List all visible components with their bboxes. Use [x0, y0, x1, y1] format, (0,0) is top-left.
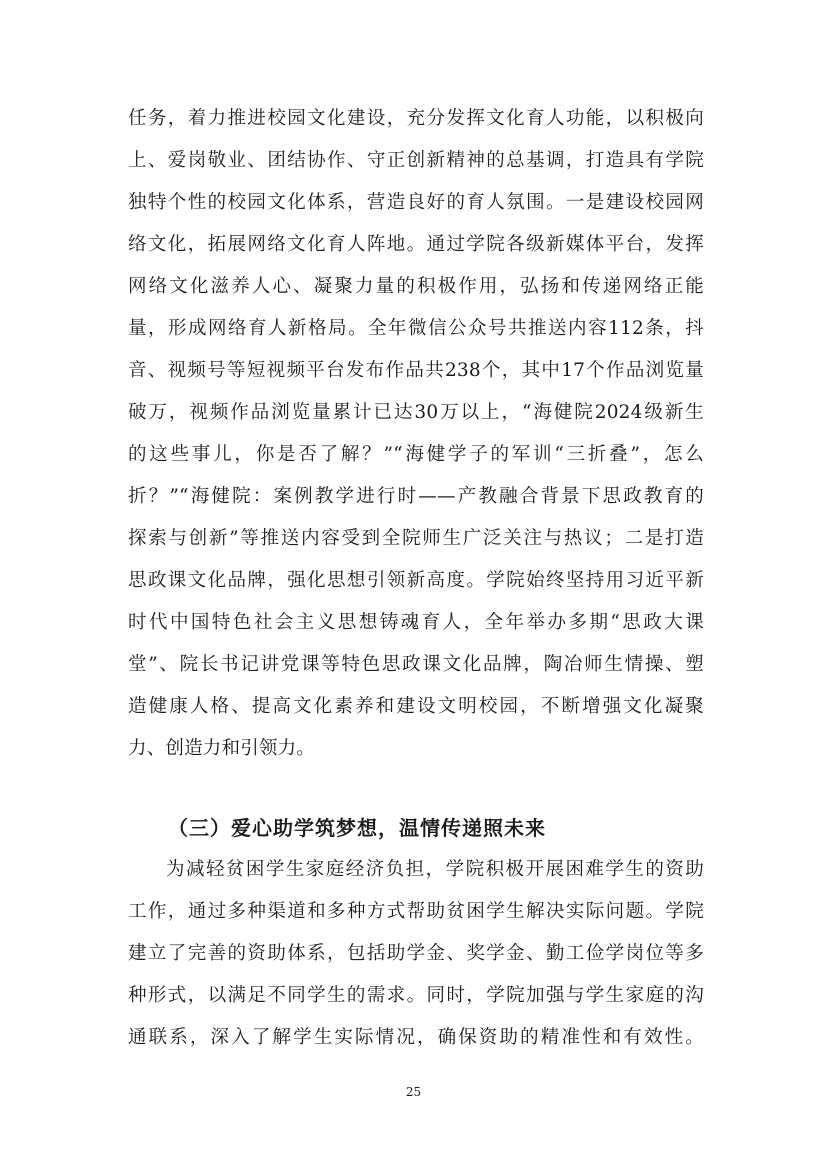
text-line: 破万，视频作品浏览量累计已达30万以上，“海健院2024级新生	[128, 402, 704, 423]
text-line: 音、视频号等短视频平台发布作品共238个，其中17个作品浏览量	[128, 360, 704, 381]
text-line: 任务，着力推进校园文化建设，充分发挥文化育人功能，以积极向	[128, 108, 704, 129]
text-line: 力、创造力和引领力。	[128, 738, 316, 759]
text-line: 络文化，拓展网络文化育人阵地。通过学院各级新媒体平台，发挥	[128, 234, 704, 255]
text-line: 探索与创新”等推送内容受到全院师生广泛关注与热议；二是打造	[128, 528, 704, 549]
text-line: 堂”、院长书记讲党课等特色思政课文化品牌，陶冶师生情操、塑	[128, 654, 704, 675]
text-line: 上、爱岗敬业、团结协作、守正创新精神的总基调，打造具有学院	[128, 150, 704, 171]
text-line: 量，形成网络育人新格局。全年微信公众号共推送内容112条，抖	[128, 318, 704, 339]
text-line: 造健康人格、提高文化素养和建设文明校园，不断增强文化凝聚	[128, 696, 704, 717]
text-line: 网络文化滋养人心、凝聚力量的积极作用，弘扬和传递网络正能	[128, 276, 704, 297]
paragraph-campus-culture	[128, 98, 704, 770]
text-line: 工作，通过多种渠道和多种方式帮助贫困学生解决实际问题。学院	[128, 901, 704, 922]
paragraph-student-aid	[128, 849, 704, 1059]
text-line: 独特个性的校园文化体系，营造良好的育人氛围。一是建设校园网	[128, 192, 704, 213]
text-line: 思政课文化品牌，强化思想引领新高度。学院始终坚持用习近平新	[128, 570, 704, 591]
text-line: 的这些事儿，你是否了解？”“海健学子的军训“三折叠”，怎么	[128, 444, 704, 465]
text-line: 通联系，深入了解学生实际情况，确保资助的精准性和有效性。	[128, 1027, 704, 1048]
text-line: 建立了完善的资助体系，包括助学金、奖学金、勤工俭学岗位等多	[128, 943, 704, 964]
text-line: 种形式，以满足不同学生的需求。同时，学院加强与学生家庭的沟	[128, 985, 704, 1006]
text-line: 折？”“海健院：案例教学进行时——产教融合背景下思政教育的	[128, 486, 704, 507]
section-heading: （三）爱心助学筑梦想，温情传递照未来	[168, 816, 546, 840]
text-line: 为减轻贫困学生家庭经济负担，学院积极开展困难学生的资助	[166, 859, 704, 880]
text-line: 时代中国特色社会主义思想铸魂育人，全年举办多期“思政大课	[128, 612, 704, 633]
page-number: 25	[405, 1085, 422, 1099]
